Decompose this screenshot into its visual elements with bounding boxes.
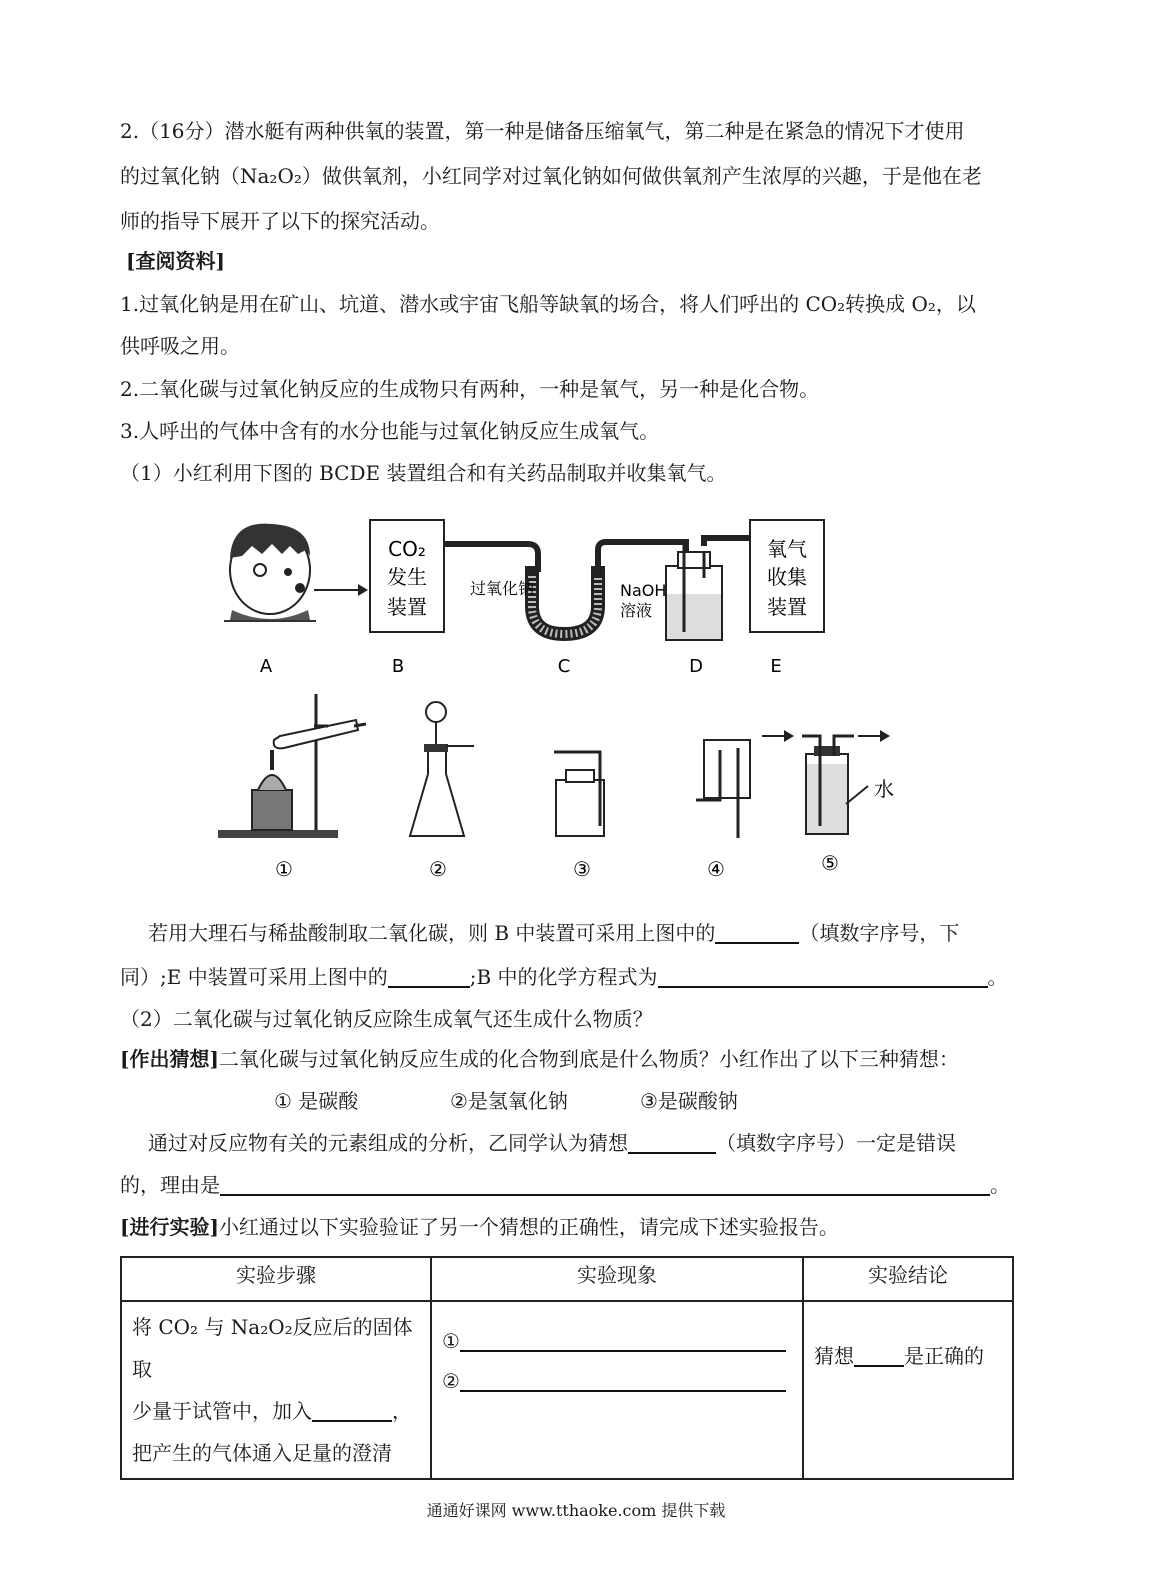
u-tube-icon [532, 566, 598, 634]
answer-blank-phenomenon-2[interactable] [460, 1368, 786, 1392]
box-b-line-3: 装置 [387, 595, 427, 619]
experiment-report-table [120, 1256, 1014, 1480]
phenomenon-2-line [442, 1364, 792, 1404]
label-option-3: ③ [573, 857, 591, 881]
question-intro-line-1: 2.（16分）潜水艇有两种供氧的装置，第一种是储备压缩氧气，第二种是在紧急的情况下才使用 [120, 119, 965, 143]
sodium-peroxide-label: 过氧化钠 [470, 579, 535, 598]
hypothesis-text: 二氧化碳与过氧化钠反应生成的化合物到底是什么物质？小红作出了以下三种猜想： [218, 1047, 959, 1071]
upward-collection-bottle-icon [554, 752, 604, 836]
label-option-2: ② [429, 857, 447, 881]
label-option-5: ⑤ [821, 851, 839, 875]
answer-blank-reason[interactable] [220, 1172, 990, 1196]
analysis-text-b: （填数字序号）一定是错误 [716, 1131, 956, 1155]
downward-collection-bottle-icon [696, 740, 750, 838]
experiment-heading: [进行实验] [120, 1215, 219, 1239]
label-d: D [689, 656, 703, 677]
reason-text-b: 。 [990, 1173, 1010, 1197]
reference-item-2: 2.二氧化碳与过氧化钠反应的生成物只有两种，一种是氧气，另一种是化合物。 [120, 377, 820, 401]
conical-flask-icon [410, 702, 474, 836]
analysis-line-1 [148, 1128, 956, 1158]
answer-blank-correct-guess[interactable] [854, 1343, 904, 1367]
reference-heading: [查阅资料] [126, 249, 225, 273]
box-b-line-2: 发生 [387, 565, 427, 589]
step-line-2 [132, 1390, 420, 1432]
phenomenon-1-line [442, 1324, 792, 1364]
hypothesis-heading: [作出猜想] [120, 1047, 219, 1071]
box-e-line-2: 收集 [767, 565, 807, 589]
conclusion-text-b: 是正确的 [904, 1344, 984, 1368]
experiment-text: 小红通过以下实验验证了另一个猜想的正确性，请完成下述实验报告。 [218, 1215, 839, 1239]
box-e-line-3: 装置 [767, 595, 807, 619]
reason-text-a: 的，理由是 [120, 1173, 220, 1197]
person-blowing-icon [224, 524, 368, 622]
reference-item-1b: 供呼吸之用。 [120, 334, 240, 358]
answer-blank-phenomenon-1[interactable] [460, 1328, 786, 1352]
water-displacement-bottle-icon [762, 730, 890, 834]
label-b: B [391, 656, 405, 677]
apparatus-assembly-diagram [210, 510, 850, 685]
header-phenomena: 实验现象 [431, 1257, 803, 1301]
naoh-label-line-1: NaOH [620, 581, 667, 600]
question-intro-line-2: 的过氧化钠（Na₂O₂）做供氧剂，小红同学对过氧化钠如何做供氧剂产生浓厚的兴趣，于是他在老 [120, 164, 982, 188]
answer-blank-b-apparatus[interactable] [715, 920, 799, 944]
table-header-row [121, 1257, 1013, 1301]
label-option-1: ① [275, 857, 293, 881]
experiment-line [120, 1212, 839, 1242]
analysis-line-2 [120, 1170, 1010, 1200]
sub-question-1: （1）小红利用下图的 BCDE 装置组合和有关药品制取并收集氧气。 [120, 461, 727, 485]
answer-blank-wrong-guess[interactable] [628, 1130, 716, 1154]
water-label: 水 [874, 777, 894, 801]
gas-washing-bottle-icon [666, 538, 750, 640]
conclusion-cell [803, 1301, 1013, 1479]
step-line-1: 将 CO₂ 与 Na₂O₂反应后的固体取 [132, 1315, 413, 1381]
fill-line-1 [148, 918, 959, 948]
label-a: A [259, 656, 273, 677]
reference-item-1a: 1.过氧化钠是用在矿山、坑道、潜水或宇宙飞船等缺氧的场合，将人们呼出的 CO₂转换成 O₂，以 [120, 292, 976, 316]
hypothesis-line [120, 1044, 959, 1074]
step-line-3: 把产生的气体通入足量的澄清 [132, 1441, 392, 1465]
phenomena-cell [431, 1301, 803, 1479]
answer-blank-reagent[interactable] [312, 1398, 392, 1422]
table-row [121, 1301, 1013, 1479]
fill-line-2-text-b: ;B 中的化学方程式为 [469, 965, 658, 989]
reference-item-3: 3.人呼出的气体中含有的水分也能与过氧化钠反应生成氧气。 [120, 419, 660, 443]
answer-blank-e-apparatus[interactable] [388, 964, 470, 988]
fill-line-2-text-a: 同）;E 中装置可采用上图中的 [120, 965, 388, 989]
heating-apparatus-icon [218, 694, 366, 838]
box-e-line-1: 氧气 [767, 537, 807, 561]
header-steps: 实验步骤 [121, 1257, 431, 1301]
naoh-label-line-2: 溶液 [620, 601, 653, 620]
step-line-2-punct: ， [392, 1399, 412, 1423]
question-intro-line-3: 师的指导下展开了以下的探究活动。 [120, 209, 440, 233]
conclusion-text-a: 猜想 [814, 1344, 854, 1368]
sub-question-2: （2）二氧化碳与过氧化钠反应除生成氧气还生成什么物质？ [120, 1007, 653, 1031]
apparatus-options-diagram [210, 690, 910, 890]
label-c: C [557, 656, 571, 677]
label-option-4: ④ [707, 857, 725, 881]
fill-line-2 [120, 962, 1008, 992]
phenomenon-1-marker: ① [442, 1329, 460, 1353]
phenomenon-2-marker: ② [442, 1369, 460, 1393]
hypothesis-2: ②是氢氧化钠 [450, 1089, 568, 1113]
fill-line-1-text-b: （填数字序号，下 [799, 921, 960, 945]
fill-line-1-text-a: 若用大理石与稀盐酸制取二氧化碳，则 B 中装置可采用上图中的 [148, 921, 716, 945]
box-b-line-1: CO₂ [388, 537, 426, 561]
step-cell [121, 1301, 431, 1479]
hypothesis-1: ① 是碳酸 [274, 1089, 359, 1113]
step-line-2-text: 少量于试管中，加入 [132, 1399, 312, 1423]
page-footer: 通通好课网 www.tthaoke.com 提供下载 [426, 1501, 726, 1520]
analysis-text-a: 通过对反应物有关的元素组成的分析，乙同学认为猜想 [148, 1131, 628, 1155]
answer-blank-equation[interactable] [658, 964, 988, 988]
hypothesis-3: ③是碳酸钠 [640, 1089, 738, 1113]
header-conclusion: 实验结论 [803, 1257, 1013, 1301]
fill-line-2-text-c: 。 [987, 965, 1008, 989]
label-e: E [770, 656, 782, 677]
